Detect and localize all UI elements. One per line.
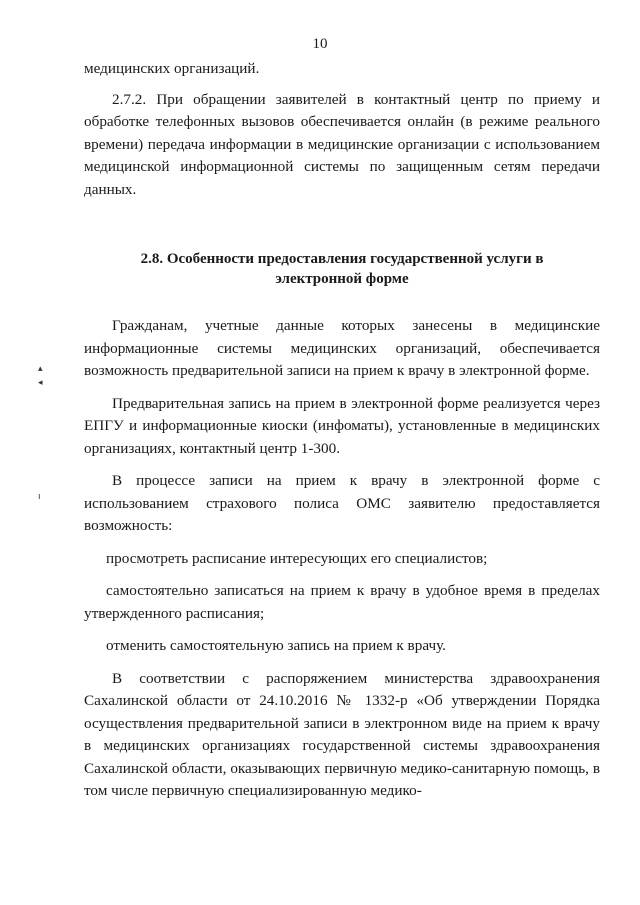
document-body bbox=[84, 58, 600, 803]
list-item: просмотреть расписание интересующих его специалистов; bbox=[106, 549, 488, 567]
paragraph: Предварительная запись на прием в электронной форме реализуется через ЕПГУ и информационные киоски (инфоматы), установленные в медицинских организациях, контактный центр 1-300. bbox=[84, 394, 600, 457]
scan-mark: ▴ bbox=[38, 364, 43, 374]
paragraph: В соответствии с распоряжением министерства здравоохранения Сахалинской области от 24.10.2016 № 1332-р «Об утверждении Порядка осуществления предварительной записи в электронном виде на прием к врачу в медицинских организациях государственной системы здравоохранения Сахалинской области, оказывающих первичную медико-санитарную помощь, в том числе первичную специализированную медико- bbox=[84, 669, 600, 799]
paragraph-2-7-2: 2.7.2. При обращении заявителей в контактный центр по приему и обработке телефонных вызовов обеспечивается онлайн (в режиме реального времени) передача информации в медицинские организации с использованием медицинской информационной системы по защищенным сетям передачи данных. bbox=[84, 90, 600, 198]
list-item: самостоятельно записаться на прием к врачу в удобное время в пределах утвержденного расписания; bbox=[84, 582, 600, 622]
paragraph-continuation: медицинских организаций. bbox=[84, 60, 260, 77]
page-number: 10 bbox=[312, 36, 328, 52]
list-item: отменить самостоятельную запись на прием к врачу. bbox=[106, 637, 446, 654]
section-heading-line: электронной форме bbox=[275, 271, 409, 287]
section-heading-line: 2.8. Особенности предоставления государственной услуги в bbox=[140, 251, 544, 267]
scan-mark: ı bbox=[38, 492, 41, 502]
section-heading bbox=[84, 249, 600, 289]
scan-mark: ◂ bbox=[38, 378, 43, 388]
paragraph: В процессе записи на прием к врачу в электронной форме с использованием страхового полиса ОМС заявителю предоставляется возможность: bbox=[84, 472, 600, 534]
paragraph: Гражданам, учетные данные которых занесены в медицинские информационные системы медицинских организаций, обеспечивается возможность предварительной записи на прием к врачу в электронной форме. bbox=[84, 317, 600, 379]
